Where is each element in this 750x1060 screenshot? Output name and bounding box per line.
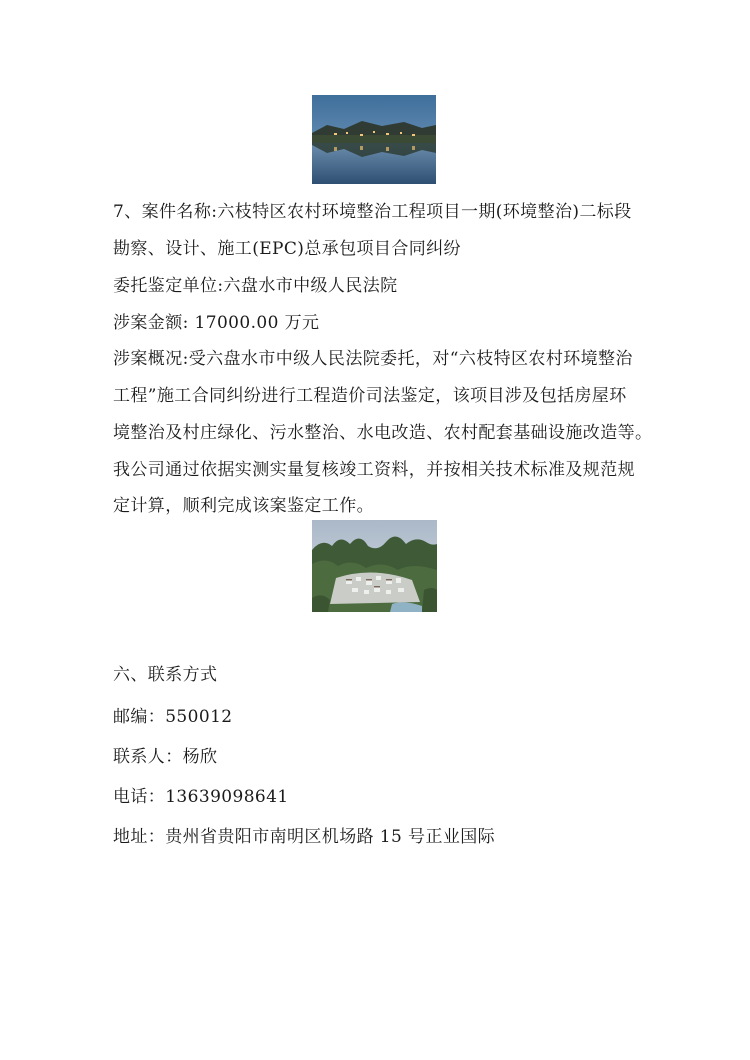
case-title-line-1: 7、案件名称:六枝特区农村环境整治工程项目一期(环境整治)二标段 bbox=[113, 202, 632, 222]
overview-line: 境整治及村庄绿化、污水整治、水电改造、农村配套基础设施改造等。 bbox=[113, 423, 653, 443]
overview-line: 涉案概况:受六盘水市中级人民法院委托，对“六枝特区农村环境整治 bbox=[113, 349, 633, 369]
overview-line: 工程”施工合同纠纷进行工程造价司法鉴定，该项目涉及包括房屋环 bbox=[113, 386, 627, 406]
client-unit: 委托鉴定单位:六盘水市中级人民法院 bbox=[113, 276, 398, 296]
mountain-village-photo bbox=[312, 520, 437, 612]
contact-person: 联系人：杨欣 bbox=[113, 747, 218, 767]
phone-number: 电话：13639098641 bbox=[113, 787, 289, 807]
lakeside-village-photo bbox=[312, 95, 436, 184]
postcode: 邮编：550012 bbox=[113, 707, 233, 727]
overview-line: 定计算，顺利完成该案鉴定工作。 bbox=[113, 496, 374, 516]
contact-heading: 六、联系方式 bbox=[113, 665, 218, 685]
address: 地址：贵州省贵阳市南明区机场路 15 号正业国际 bbox=[113, 827, 496, 847]
case-amount: 涉案金额: 17000.00 万元 bbox=[113, 313, 320, 333]
case-title-line-2: 勘察、设计、施工(EPC)总承包项目合同纠纷 bbox=[113, 239, 461, 259]
overview-line: 我公司通过依据实测实量复核竣工资料，并按相关技术标准及规范规 bbox=[113, 460, 635, 480]
